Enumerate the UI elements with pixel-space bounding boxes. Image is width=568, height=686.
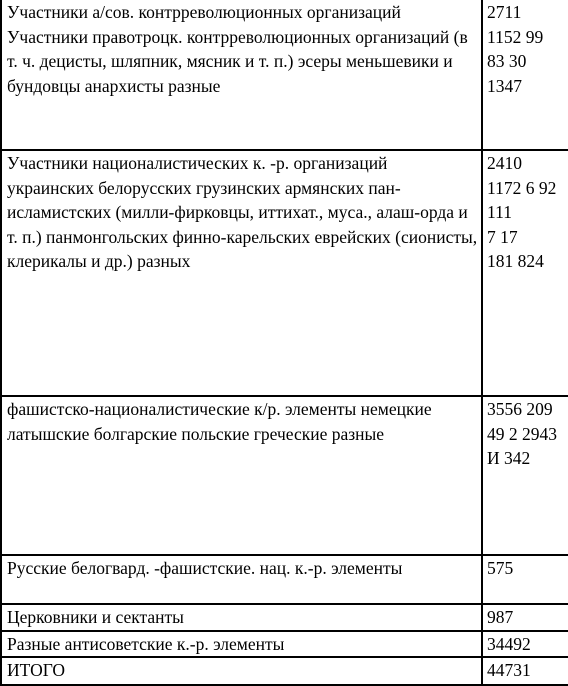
values-cell xyxy=(482,396,568,555)
category-text: Разные антисоветские к.-р. элементы xyxy=(7,633,285,654)
values-cell xyxy=(482,631,568,658)
table-row xyxy=(1,0,568,150)
total-value-cell xyxy=(482,657,568,685)
value-text: 181 824 xyxy=(487,251,544,271)
value-text: 34492 xyxy=(487,633,531,654)
table-row xyxy=(1,657,568,685)
total-value: 44731 xyxy=(487,660,531,680)
value-text: 575 xyxy=(487,558,514,578)
values-cell xyxy=(482,555,568,604)
value-text: 1152 99 xyxy=(487,26,544,47)
category-text: фашистско-националистические к/р. элементы немецкие латышские болгарские польские греческие разные xyxy=(7,399,432,444)
category-cell xyxy=(1,631,482,658)
values-cell xyxy=(482,150,568,396)
value-text: 7 17 xyxy=(487,226,518,247)
value-text: 3556 209 xyxy=(487,399,553,419)
value-text: 2711 xyxy=(487,2,522,22)
value-text: 1347 xyxy=(487,75,522,96)
value-text: 49 2 2943 xyxy=(487,423,557,444)
category-cell xyxy=(1,555,482,604)
table-row xyxy=(1,631,568,658)
value-text: 111 xyxy=(487,202,512,222)
value-text: И 342 xyxy=(487,448,531,468)
table-row xyxy=(1,150,568,396)
category-cell xyxy=(1,396,482,555)
value-text: 83 30 xyxy=(487,51,527,71)
values-cell xyxy=(482,0,568,150)
table-row xyxy=(1,604,568,631)
value-text: 987 xyxy=(487,607,514,627)
values-cell xyxy=(482,604,568,631)
category-cell xyxy=(1,604,482,631)
category-text: Церковники и сектанты xyxy=(7,607,184,627)
category-cell xyxy=(1,0,482,150)
category-text: Русские белогвард. -фашистские. нац. к.-р. элементы xyxy=(7,558,403,578)
table-row xyxy=(1,396,568,555)
category-text: Участники а/сов. контрреволюционных организаций Участники правотроцк. контрреволюционных организаций (в т. ч. децисты, шляпник, мясник и т. п.) эсеры меньшевики и бундовцы анархисты разные xyxy=(7,2,468,96)
total-label-cell xyxy=(1,657,482,685)
table-row xyxy=(1,555,568,604)
category-text: Участники националистических к. -р. организаций украинских белорусских грузинских армянских пан-исламистских (милли-фирковцы, иттихат., муса., алаш-орда и т. п.) панмонгольских финно-карельских еврейских (сионисты, клерикалы и др.) разных xyxy=(7,153,478,271)
total-label: ИТОГО xyxy=(7,660,66,680)
value-text: 1172 6 92 xyxy=(487,177,557,198)
category-cell xyxy=(1,150,482,396)
value-text: 2410 xyxy=(487,153,522,173)
